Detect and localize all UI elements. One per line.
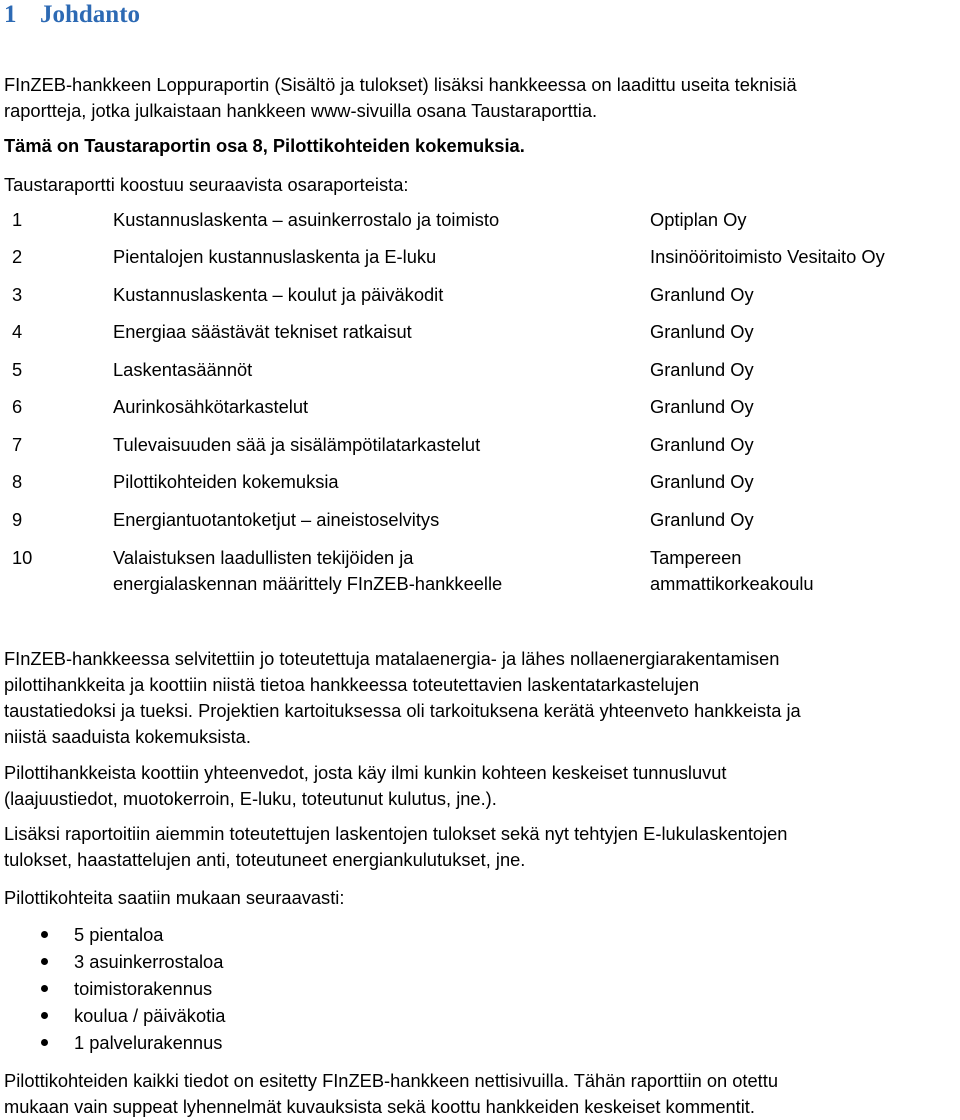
body-p1-line-1: FInZEB-hankkeessa selvitettiin jo toteutettuja matalaenergia- ja lähes nollaenergiarakentamisen (4, 648, 780, 669)
bullet-icon (41, 931, 48, 938)
intro-line-2: raportteja, jotka julkaistaan hankkeen www-sivuilla osana Taustaraporttia. (4, 100, 598, 121)
bullet-icon (41, 1039, 48, 1046)
report-list-intro: Taustaraportti koostuu seuraavista osaraporteista: (4, 174, 409, 195)
bullet-icon (41, 1012, 48, 1019)
report-org: Granlund Oy (650, 284, 754, 305)
report-row (4, 244, 960, 270)
bullet-icon (41, 985, 48, 992)
report-number: 9 (12, 509, 23, 530)
report-org: Granlund Oy (650, 359, 754, 380)
report-org: Granlund Oy (650, 396, 754, 417)
report-row (4, 207, 960, 233)
report-number: 2 (12, 246, 23, 267)
body-p3-line-1: Lisäksi raportoitiin aiemmin toteutettujen laskentojen tulokset sekä nyt tehtyjen E-lukulaskentojen (4, 823, 788, 844)
pilot-list-intro: Pilottikohteita saatiin mukaan seuraavasti: (4, 887, 345, 908)
intro-line-1: FInZEB-hankkeen Loppuraportin (Sisältö ja tulokset) lisäksi hankkeessa on laadittu useita teknisiä (4, 74, 797, 95)
body-p2-line-2: (laajuustiedot, muotokerroin, E-luku, toteutunut kulutus, jne.). (4, 788, 497, 809)
report-row (4, 394, 960, 420)
report-title: Energiaa säästävät tekniset ratkaisut (113, 321, 412, 342)
report-row (4, 507, 960, 533)
bullet-icon (41, 958, 48, 965)
pilot-list (4, 921, 604, 1056)
report-title: Tulevaisuuden sää ja sisälämpötilatarkastelut (113, 434, 481, 455)
report-row (4, 545, 960, 597)
report-title: Valaistuksen laadullisten tekijöiden ja energialaskennan määrittely FInZEB-hankkeelle (113, 547, 503, 594)
report-number: 4 (12, 321, 23, 342)
report-title: Kustannuslaskenta – asuinkerrostalo ja toimisto (113, 209, 500, 230)
pilot-item-text: koulua / päiväkotia (74, 1005, 226, 1026)
report-title: Kustannuslaskenta – koulut ja päiväkodit (113, 284, 444, 305)
report-number: 10 (12, 547, 33, 568)
pilot-item-text: 5 pientaloa (74, 924, 164, 945)
body-p3-line-2: tulokset, haastattelujen anti, toteutuneet energiankulutukset, jne. (4, 849, 526, 870)
report-row (4, 282, 960, 308)
report-org: Granlund Oy (650, 509, 754, 530)
pilot-item-text: toimistorakennus (74, 978, 213, 999)
list-item (4, 921, 604, 948)
body-p1-line-4: niistä saaduista kokemuksista. (4, 726, 251, 747)
report-org: Granlund Oy (650, 434, 754, 455)
intro-bold-line: Tämä on Taustaraportin osa 8, Pilottikohteiden kokemuksia. (4, 135, 525, 156)
section-heading (4, 0, 140, 30)
report-org: Tampereen ammattikorkeakoulu (650, 547, 814, 594)
pilot-item-text: 3 asuinkerrostaloa (74, 951, 224, 972)
pilot-item-text: 1 palvelurakennus (74, 1032, 223, 1053)
section-number: 1 (4, 1, 17, 28)
report-org: Granlund Oy (650, 471, 754, 492)
list-item (4, 1002, 604, 1029)
body-p1-line-2: pilottihankkeita ja koottiin niistä tietoa hankkeessa toteutettavien laskentatarkastelujen (4, 674, 700, 695)
report-number: 1 (12, 209, 23, 230)
report-org: Optiplan Oy (650, 209, 747, 230)
report-title: Pilottikohteiden kokemuksia (113, 471, 339, 492)
body-p1-line-3: taustatiedoksi ja tueksi. Projektien kartoituksessa oli tarkoituksena kerätä yhteenveto hankkeista ja (4, 700, 801, 721)
report-org: Granlund Oy (650, 321, 754, 342)
report-row (4, 469, 960, 495)
list-item (4, 975, 604, 1002)
report-number: 3 (12, 284, 23, 305)
report-number: 8 (12, 471, 23, 492)
list-item (4, 948, 604, 975)
report-title: Pientalojen kustannuslaskenta ja E-luku (113, 246, 437, 267)
report-title: Energiantuotantoketjut – aineistoselvitys (113, 509, 440, 530)
report-title: Aurinkosähkötarkastelut (113, 396, 309, 417)
section-title: Johdanto (40, 1, 141, 28)
report-number: 7 (12, 434, 23, 455)
closing-line-2: mukaan vain suppeat lyhennelmät kuvauksista sekä koottu hankkeiden keskeiset kommentit. (4, 1096, 755, 1117)
report-row (4, 319, 960, 345)
closing-line-1: Pilottikohteiden kaikki tiedot on esitetty FInZEB-hankkeen nettisivuilla. Tähän raporttiin on otettu (4, 1070, 778, 1091)
report-org: Insinööritoimisto Vesitaito Oy (650, 246, 885, 267)
report-title: Laskentasäännöt (113, 359, 253, 380)
report-number: 6 (12, 396, 23, 417)
report-number: 5 (12, 359, 23, 380)
body-p2-line-1: Pilottihankkeista koottiin yhteenvedot, josta käy ilmi kunkin kohteen keskeiset tunnusluvut (4, 762, 727, 783)
list-item (4, 1029, 604, 1056)
report-row (4, 432, 960, 458)
report-row (4, 357, 960, 383)
